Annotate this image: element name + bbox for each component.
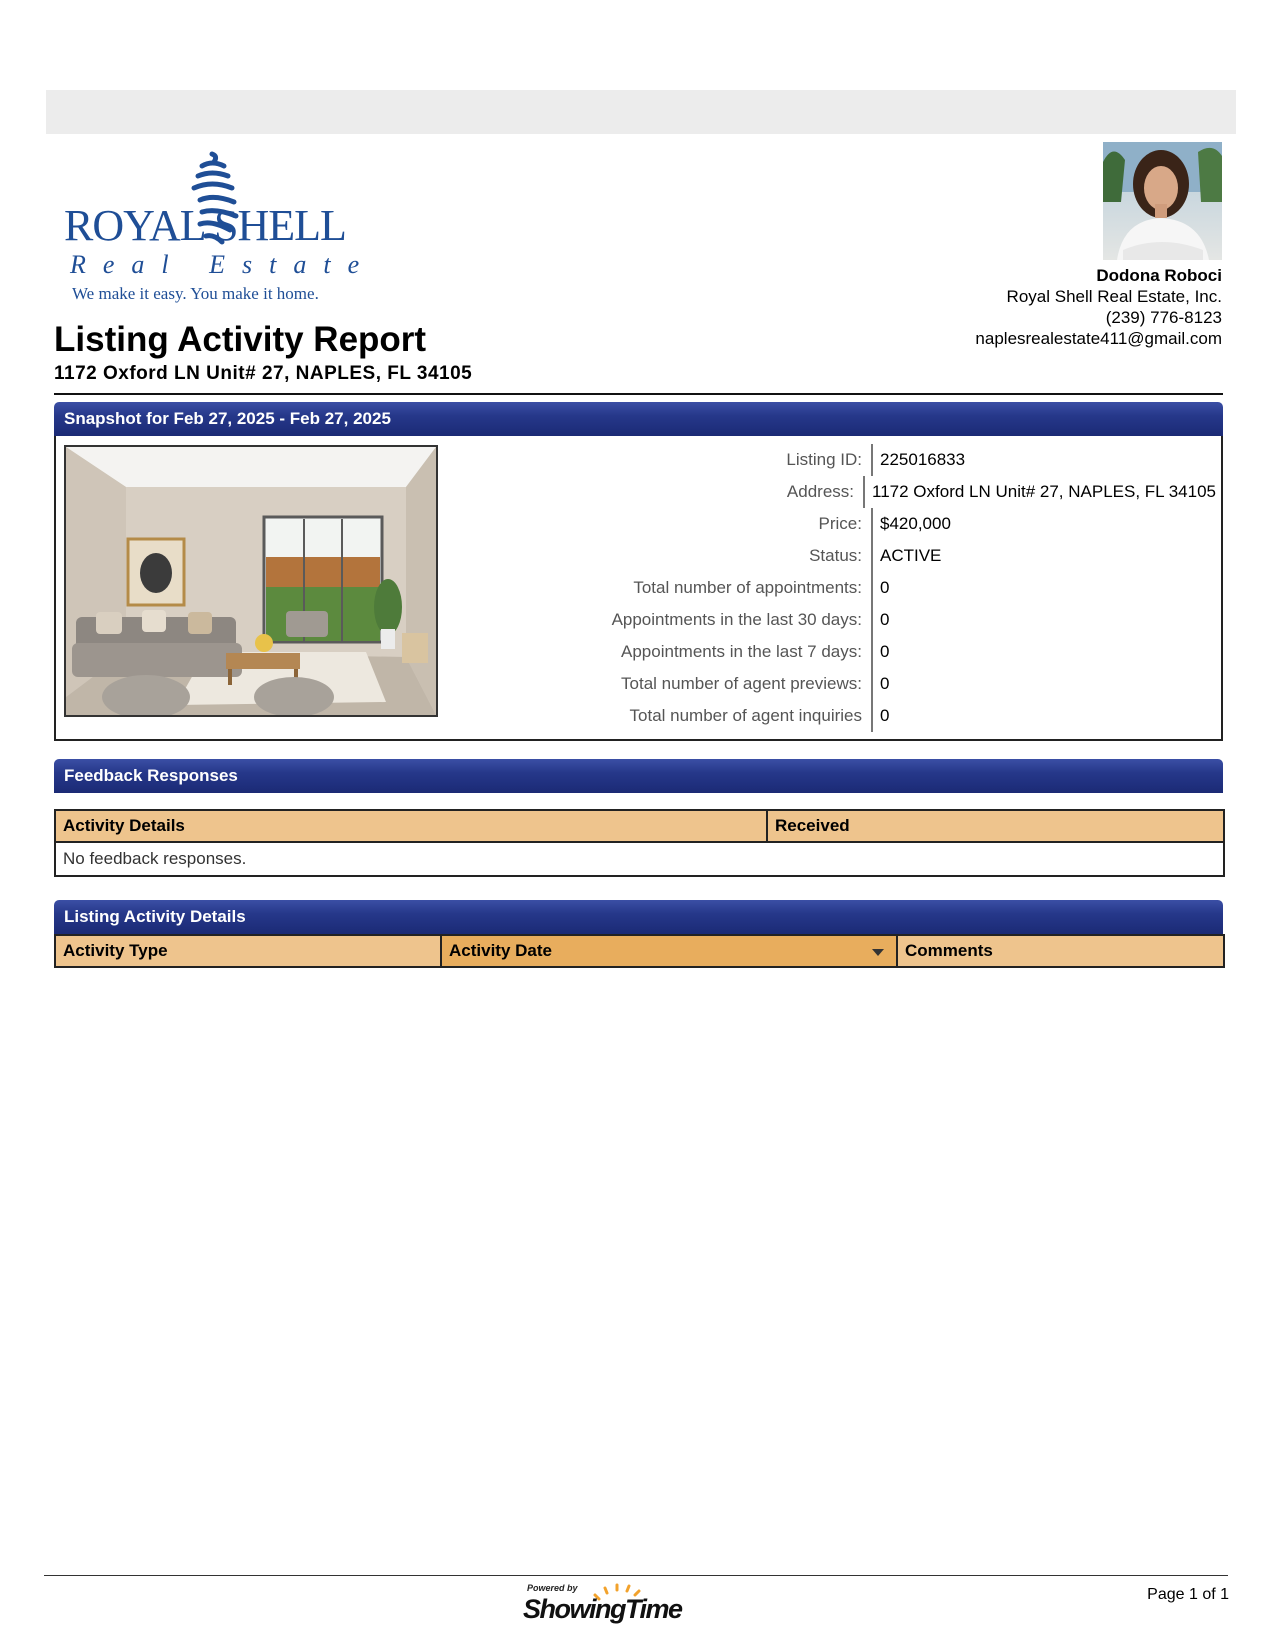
detail-row [436,700,1216,732]
detail-row [436,476,1216,508]
feedback-header: Feedback Responses [54,759,1223,793]
feedback-table [54,809,1225,877]
activity-table [54,934,1225,968]
column-activity-date[interactable] [441,935,897,967]
detail-label: Total number of agent previews: [621,674,862,693]
detail-row [436,508,1216,540]
detail-label: Status: [809,546,862,565]
empty-message: No feedback responses. [55,842,1224,876]
agent-email[interactable]: naplesrealestate411@gmail.com [975,329,1222,348]
detail-row [436,636,1216,668]
activity-header: Listing Activity Details [54,900,1223,934]
detail-label: Total number of appointments: [633,578,862,597]
detail-label: Listing ID: [786,450,862,469]
detail-value: 0 [871,572,889,604]
agent-info [975,265,1222,349]
detail-row [436,540,1216,572]
listing-details [436,444,1216,732]
product-name: ShowingTime [523,1594,682,1624]
agent-photo [1103,142,1222,260]
title-divider [54,393,1223,395]
report-address: 1172 Oxford LN Unit# 27, NAPLES, FL 34105 [54,363,473,384]
detail-label: Total number of agent inquiries [629,706,862,725]
table-row [55,842,1224,876]
detail-value: ACTIVE [871,540,941,572]
detail-row [436,572,1216,604]
detail-value: 225016833 [871,444,965,476]
detail-value: 1172 Oxford LN Unit# 27, NAPLES, FL 34105 [863,476,1216,508]
detail-label: Appointments in the last 7 days: [621,642,862,661]
detail-label: Appointments in the last 30 days: [611,610,862,629]
page-number: Page 1 of 1 [1147,1586,1229,1603]
detail-value: 0 [871,700,889,732]
page-title: Listing Activity Report [54,320,427,359]
column-comments[interactable]: Comments [897,935,1224,967]
footer-divider [44,1575,1228,1576]
detail-row [436,604,1216,636]
brand-tagline: We make it easy. You make it home. [72,284,319,303]
detail-value: $420,000 [871,508,951,540]
detail-value: 0 [871,604,889,636]
agent-name: Dodona Roboci [1096,266,1222,285]
agent-company: Royal Shell Real Estate, Inc. [1006,287,1222,306]
detail-row [436,668,1216,700]
powered-by-text: Powered by [527,1583,578,1593]
brand-name: ROYAL SHELL [64,201,346,250]
caret-down-icon[interactable] [872,949,884,956]
column-activity-details[interactable]: Activity Details [55,810,767,842]
agent-phone: (239) 776-8123 [1105,308,1222,327]
detail-value: 0 [871,668,889,700]
shell-icon [180,150,244,250]
column-received[interactable]: Received [767,810,1224,842]
powered-by-logo [521,1583,682,1631]
detail-row [436,444,1216,476]
column-activity-type[interactable]: Activity Type [55,935,441,967]
brand-logo [64,150,377,310]
detail-label: Price: [818,514,862,533]
detail-label: Address: [786,482,855,501]
detail-value: 0 [871,636,889,668]
listing-photo[interactable] [64,445,438,717]
column-activity-date-label: Activity Date [449,941,552,960]
top-banner [46,90,1236,134]
snapshot-panel [54,436,1223,741]
brand-subtitle: Real Estate [70,250,377,279]
snapshot-header: Snapshot for Feb 27, 2025 - Feb 27, 2025 [54,402,1223,436]
